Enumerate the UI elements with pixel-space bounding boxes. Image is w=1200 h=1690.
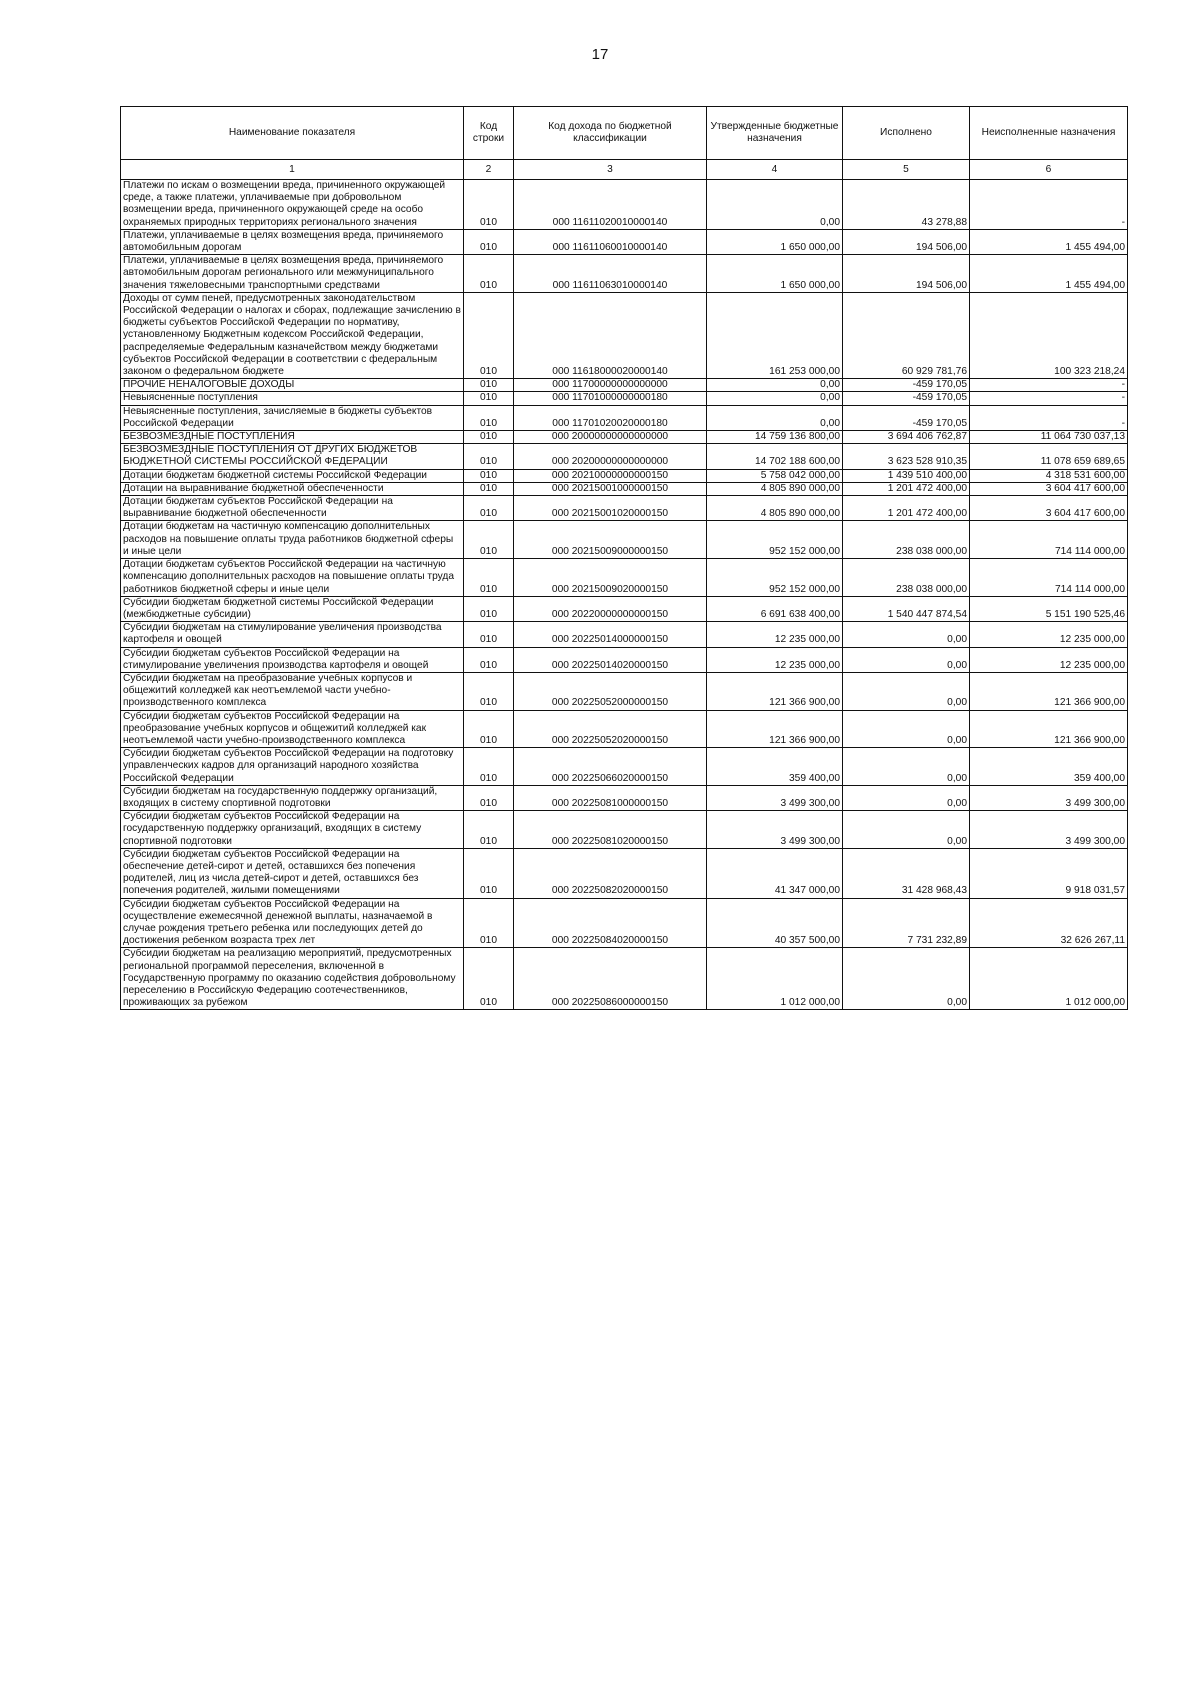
- row-line-code: 010: [464, 647, 514, 672]
- row-indicator-name: Субсидии бюджетам на стимулирование увеличения производства картофеля и овощей: [121, 622, 464, 647]
- column-number: 4: [707, 160, 843, 180]
- row-revenue-code: 000 20215001000000150: [514, 482, 707, 495]
- row-indicator-name: Субсидии бюджетам субъектов Российской Федерации на обеспечение детей-сирот и детей, оставшихся без попечения родителей, лиц из числа детей-сирот и детей, оставшихся без попечения родителей, жилыми помещениями: [121, 848, 464, 898]
- table-row: [121, 811, 1128, 849]
- row-approved-amount: 14 759 136 800,00: [707, 431, 843, 444]
- row-revenue-code: 000 11618000020000140: [514, 292, 707, 378]
- row-revenue-code: 000 11701020020000180: [514, 405, 707, 430]
- row-indicator-name: Невыясненные поступления, зачисляемые в бюджеты субъектов Российской Федерации: [121, 405, 464, 430]
- row-line-code: 010: [464, 444, 514, 469]
- row-executed-amount: 238 038 000,00: [843, 559, 970, 597]
- row-indicator-name: Субсидии бюджетам субъектов Российской Федерации на подготовку управленческих кадров для организаций народного хозяйства Российской Федерации: [121, 748, 464, 786]
- column-number-row: [121, 160, 1128, 180]
- row-indicator-name: Дотации бюджетам субъектов Российской Федерации на выравнивание бюджетной обеспеченности: [121, 496, 464, 521]
- row-unexecuted-amount: 714 114 000,00: [970, 559, 1128, 597]
- row-line-code: 010: [464, 469, 514, 482]
- row-approved-amount: 3 499 300,00: [707, 811, 843, 849]
- table-row: [121, 482, 1128, 495]
- table-row: [121, 559, 1128, 597]
- table-row: [121, 405, 1128, 430]
- row-executed-amount: 43 278,88: [843, 180, 970, 230]
- row-unexecuted-amount: -: [970, 392, 1128, 405]
- row-unexecuted-amount: 11 064 730 037,13: [970, 431, 1128, 444]
- row-approved-amount: 359 400,00: [707, 748, 843, 786]
- row-approved-amount: 952 152 000,00: [707, 559, 843, 597]
- row-revenue-code: 000 20225082020000150: [514, 848, 707, 898]
- row-executed-amount: 1 439 510 400,00: [843, 469, 970, 482]
- row-unexecuted-amount: 121 366 900,00: [970, 710, 1128, 748]
- table-row: [121, 521, 1128, 559]
- row-revenue-code: 000 20225086000000150: [514, 948, 707, 1010]
- row-unexecuted-amount: -: [970, 405, 1128, 430]
- row-approved-amount: 0,00: [707, 405, 843, 430]
- row-unexecuted-amount: 12 235 000,00: [970, 622, 1128, 647]
- row-executed-amount: 0,00: [843, 785, 970, 810]
- table-row: [121, 596, 1128, 621]
- table-row: [121, 444, 1128, 469]
- header-row: [121, 107, 1128, 160]
- column-number: 6: [970, 160, 1128, 180]
- row-executed-amount: 3 694 406 762,87: [843, 431, 970, 444]
- table-row: [121, 948, 1128, 1010]
- row-approved-amount: 0,00: [707, 379, 843, 392]
- table-row: [121, 647, 1128, 672]
- row-approved-amount: 6 691 638 400,00: [707, 596, 843, 621]
- row-indicator-name: Дотации бюджетам бюджетной системы Российской Федерации: [121, 469, 464, 482]
- row-unexecuted-amount: 3 604 417 600,00: [970, 496, 1128, 521]
- row-line-code: 010: [464, 748, 514, 786]
- row-approved-amount: 1 012 000,00: [707, 948, 843, 1010]
- row-revenue-code: 000 20220000000000150: [514, 596, 707, 621]
- row-revenue-code: 000 20225081020000150: [514, 811, 707, 849]
- row-line-code: 010: [464, 496, 514, 521]
- row-executed-amount: 194 506,00: [843, 255, 970, 293]
- row-executed-amount: 0,00: [843, 710, 970, 748]
- row-indicator-name: Платежи по искам о возмещении вреда, причиненного окружающей среде, а также платежи, уплачиваемые при добровольном возмещении вреда, причиненного окружающей среде на особо охраняемых природных территориях регионального значения: [121, 180, 464, 230]
- header-approved: Утвержденные бюджетные назначения: [707, 107, 843, 160]
- row-line-code: 010: [464, 948, 514, 1010]
- row-line-code: 010: [464, 898, 514, 948]
- row-revenue-code: 000 11701000000000180: [514, 392, 707, 405]
- row-line-code: 010: [464, 559, 514, 597]
- row-approved-amount: 3 499 300,00: [707, 785, 843, 810]
- row-line-code: 010: [464, 811, 514, 849]
- row-indicator-name: Невыясненные поступления: [121, 392, 464, 405]
- budget-revenue-table: [120, 106, 1128, 1010]
- table-row: [121, 672, 1128, 710]
- row-approved-amount: 161 253 000,00: [707, 292, 843, 378]
- row-unexecuted-amount: 100 323 218,24: [970, 292, 1128, 378]
- row-approved-amount: 5 758 042 000,00: [707, 469, 843, 482]
- row-revenue-code: 000 20225052000000150: [514, 672, 707, 710]
- row-approved-amount: 41 347 000,00: [707, 848, 843, 898]
- row-line-code: 010: [464, 431, 514, 444]
- row-indicator-name: Дотации на выравнивание бюджетной обеспеченности: [121, 482, 464, 495]
- header-unexecuted: Неисполненные назначения: [970, 107, 1128, 160]
- row-executed-amount: 1 540 447 874,54: [843, 596, 970, 621]
- row-approved-amount: 1 650 000,00: [707, 229, 843, 254]
- row-unexecuted-amount: 1 012 000,00: [970, 948, 1128, 1010]
- row-line-code: 010: [464, 379, 514, 392]
- row-indicator-name: ПРОЧИЕ НЕНАЛОГОВЫЕ ДОХОДЫ: [121, 379, 464, 392]
- row-revenue-code: 000 11611060010000140: [514, 229, 707, 254]
- row-indicator-name: Субсидии бюджетам субъектов Российской Федерации на стимулирование увеличения производства картофеля и овощей: [121, 647, 464, 672]
- row-executed-amount: 60 929 781,76: [843, 292, 970, 378]
- row-indicator-name: Дотации бюджетам субъектов Российской Федерации на частичную компенсацию дополнительных расходов на повышение оплаты труда работников бюджетной сферы и иные цели: [121, 559, 464, 597]
- row-executed-amount: 31 428 968,43: [843, 848, 970, 898]
- row-approved-amount: 1 650 000,00: [707, 255, 843, 293]
- row-executed-amount: 194 506,00: [843, 229, 970, 254]
- row-executed-amount: 1 201 472 400,00: [843, 496, 970, 521]
- header-indicator-name: Наименование показателя: [121, 107, 464, 160]
- row-unexecuted-amount: 4 318 531 600,00: [970, 469, 1128, 482]
- row-executed-amount: 238 038 000,00: [843, 521, 970, 559]
- row-indicator-name: Дотации бюджетам на частичную компенсацию дополнительных расходов на повышение оплаты труда работников бюджетной сферы и иные цели: [121, 521, 464, 559]
- table-row: [121, 785, 1128, 810]
- row-approved-amount: 12 235 000,00: [707, 622, 843, 647]
- row-revenue-code: 000 20225014000000150: [514, 622, 707, 647]
- row-executed-amount: 0,00: [843, 948, 970, 1010]
- row-approved-amount: 121 366 900,00: [707, 672, 843, 710]
- table-row: [121, 898, 1128, 948]
- row-executed-amount: 1 201 472 400,00: [843, 482, 970, 495]
- row-indicator-name: БЕЗВОЗМЕЗДНЫЕ ПОСТУПЛЕНИЯ: [121, 431, 464, 444]
- table-row: [121, 255, 1128, 293]
- row-line-code: 010: [464, 392, 514, 405]
- row-executed-amount: 0,00: [843, 811, 970, 849]
- row-unexecuted-amount: -: [970, 180, 1128, 230]
- row-revenue-code: 000 11611063010000140: [514, 255, 707, 293]
- row-unexecuted-amount: 3 499 300,00: [970, 811, 1128, 849]
- row-indicator-name: Субсидии бюджетам на преобразование учебных корпусов и общежитий колледжей как неотъемлемой части учебно-производственного комплекса: [121, 672, 464, 710]
- row-unexecuted-amount: 3 499 300,00: [970, 785, 1128, 810]
- row-indicator-name: Платежи, уплачиваемые в целях возмещения вреда, причиняемого автомобильным дорогам регионального или межмуниципального значения тяжеловесными транспортными средствами: [121, 255, 464, 293]
- row-line-code: 010: [464, 521, 514, 559]
- row-unexecuted-amount: 5 151 190 525,46: [970, 596, 1128, 621]
- row-executed-amount: 0,00: [843, 748, 970, 786]
- row-line-code: 010: [464, 622, 514, 647]
- row-revenue-code: 000 20215009000000150: [514, 521, 707, 559]
- column-number: 3: [514, 160, 707, 180]
- row-revenue-code: 000 20215001020000150: [514, 496, 707, 521]
- table-row: [121, 229, 1128, 254]
- column-number: 2: [464, 160, 514, 180]
- row-line-code: 010: [464, 785, 514, 810]
- row-executed-amount: 0,00: [843, 672, 970, 710]
- table-row: [121, 622, 1128, 647]
- row-approved-amount: 14 702 188 600,00: [707, 444, 843, 469]
- row-executed-amount: 7 731 232,89: [843, 898, 970, 948]
- row-unexecuted-amount: 1 455 494,00: [970, 255, 1128, 293]
- row-indicator-name: Платежи, уплачиваемые в целях возмещения вреда, причиняемого автомобильным дорогам: [121, 229, 464, 254]
- row-line-code: 010: [464, 292, 514, 378]
- table-body: [121, 180, 1128, 1010]
- row-indicator-name: Субсидии бюджетам субъектов Российской Федерации на преобразование учебных корпусов и общежитий колледжей как неотъемлемой части учебно-производственного комплекса: [121, 710, 464, 748]
- row-executed-amount: 0,00: [843, 647, 970, 672]
- row-line-code: 010: [464, 596, 514, 621]
- row-revenue-code: 000 20225066020000150: [514, 748, 707, 786]
- row-line-code: 010: [464, 710, 514, 748]
- row-indicator-name: Субсидии бюджетам на реализацию мероприятий, предусмотренных региональной программой переселения, включенной в Государственную программу по оказанию содействия добровольному переселению в Российскую Федерацию соотечественников, проживающих за рубежом: [121, 948, 464, 1010]
- row-indicator-name: БЕЗВОЗМЕЗДНЫЕ ПОСТУПЛЕНИЯ ОТ ДРУГИХ БЮДЖЕТОВ БЮДЖЕТНОЙ СИСТЕМЫ РОССИЙСКОЙ ФЕДЕРАЦИИ: [121, 444, 464, 469]
- column-number: 1: [121, 160, 464, 180]
- row-executed-amount: -459 170,05: [843, 379, 970, 392]
- row-line-code: 010: [464, 848, 514, 898]
- row-approved-amount: 952 152 000,00: [707, 521, 843, 559]
- row-approved-amount: 0,00: [707, 180, 843, 230]
- row-executed-amount: -459 170,05: [843, 392, 970, 405]
- table-row: [121, 748, 1128, 786]
- row-approved-amount: 121 366 900,00: [707, 710, 843, 748]
- table-row: [121, 469, 1128, 482]
- row-revenue-code: 000 20215009020000150: [514, 559, 707, 597]
- row-line-code: 010: [464, 482, 514, 495]
- row-executed-amount: 0,00: [843, 622, 970, 647]
- row-revenue-code: 000 20225052020000150: [514, 710, 707, 748]
- table-row: [121, 379, 1128, 392]
- row-unexecuted-amount: 1 455 494,00: [970, 229, 1128, 254]
- table-row: [121, 292, 1128, 378]
- row-unexecuted-amount: -: [970, 379, 1128, 392]
- row-approved-amount: 4 805 890 000,00: [707, 482, 843, 495]
- row-line-code: 010: [464, 229, 514, 254]
- row-revenue-code: 000 20225084020000150: [514, 898, 707, 948]
- header-revenue-code: Код дохода по бюджетной классификации: [514, 107, 707, 160]
- row-line-code: 010: [464, 672, 514, 710]
- row-revenue-code: 000 20200000000000000: [514, 444, 707, 469]
- row-unexecuted-amount: 12 235 000,00: [970, 647, 1128, 672]
- row-line-code: 010: [464, 255, 514, 293]
- row-unexecuted-amount: 32 626 267,11: [970, 898, 1128, 948]
- row-revenue-code: 000 11700000000000000: [514, 379, 707, 392]
- row-revenue-code: 000 11611020010000140: [514, 180, 707, 230]
- row-indicator-name: Субсидии бюджетам субъектов Российской Федерации на осуществление ежемесячной денежной выплаты, назначаемой в случае рождения третьего ребенка или последующих детей до достижения ребенком возраста трех лет: [121, 898, 464, 948]
- row-approved-amount: 12 235 000,00: [707, 647, 843, 672]
- row-unexecuted-amount: 121 366 900,00: [970, 672, 1128, 710]
- row-approved-amount: 4 805 890 000,00: [707, 496, 843, 521]
- row-indicator-name: Доходы от сумм пеней, предусмотренных законодательством Российской Федерации о налогах и сборах, подлежащие зачислению в бюджеты субъектов Российской Федерации по нормативу, установленному Бюджетным кодексом Российской Федерации, распределяемые Федеральным казначейством между бюджетами субъектов Российской Федерации в соответствии с федеральным законом о федеральном бюджете: [121, 292, 464, 378]
- row-line-code: 010: [464, 405, 514, 430]
- row-revenue-code: 000 20000000000000000: [514, 431, 707, 444]
- header-executed: Исполнено: [843, 107, 970, 160]
- table-row: [121, 496, 1128, 521]
- row-executed-amount: 3 623 528 910,35: [843, 444, 970, 469]
- row-approved-amount: 40 357 500,00: [707, 898, 843, 948]
- page-number: 17: [591, 46, 609, 63]
- table-row: [121, 710, 1128, 748]
- row-indicator-name: Субсидии бюджетам бюджетной системы Российской Федерации (межбюджетные субсидии): [121, 596, 464, 621]
- row-approved-amount: 0,00: [707, 392, 843, 405]
- row-executed-amount: -459 170,05: [843, 405, 970, 430]
- table-row: [121, 431, 1128, 444]
- row-unexecuted-amount: 9 918 031,57: [970, 848, 1128, 898]
- row-indicator-name: Субсидии бюджетам субъектов Российской Федерации на государственную поддержку организаций, входящих в систему спортивной подготовки: [121, 811, 464, 849]
- header-line-code: Код строки: [464, 107, 514, 160]
- column-number: 5: [843, 160, 970, 180]
- table-row: [121, 392, 1128, 405]
- row-indicator-name: Субсидии бюджетам на государственную поддержку организаций, входящих в систему спортивной подготовки: [121, 785, 464, 810]
- row-line-code: 010: [464, 180, 514, 230]
- row-revenue-code: 000 20225081000000150: [514, 785, 707, 810]
- row-unexecuted-amount: 359 400,00: [970, 748, 1128, 786]
- row-unexecuted-amount: 3 604 417 600,00: [970, 482, 1128, 495]
- table-row: [121, 848, 1128, 898]
- row-unexecuted-amount: 714 114 000,00: [970, 521, 1128, 559]
- row-revenue-code: 000 20210000000000150: [514, 469, 707, 482]
- row-revenue-code: 000 20225014020000150: [514, 647, 707, 672]
- row-unexecuted-amount: 11 078 659 689,65: [970, 444, 1128, 469]
- table-row: [121, 180, 1128, 230]
